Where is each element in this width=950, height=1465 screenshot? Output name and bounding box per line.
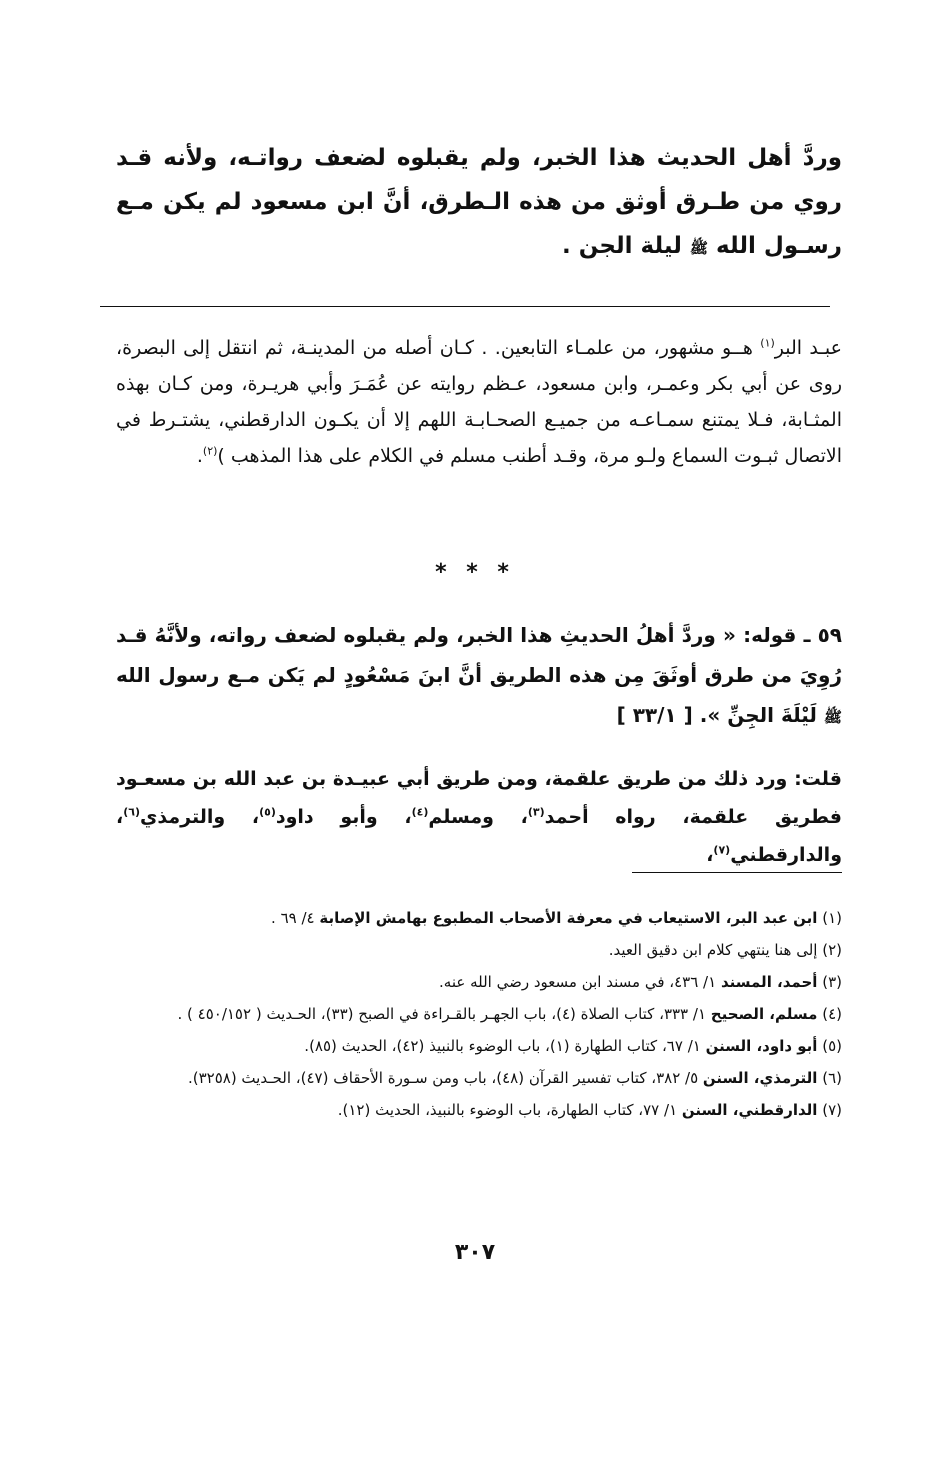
top-quote-text: وردَّ أهل الحديث هذا الخبر، ولم يقبلوه لضعف رواتـه، ولأنه قـد روي من طـرق أوثق من هذه الـطرق، أنَّ ابن مسعود لم يكن مـع رسـول الله bbox=[116, 145, 842, 259]
footnote-ref-1: (١) bbox=[760, 336, 775, 350]
footnote-divider bbox=[632, 872, 842, 873]
commentary-text-c: ، وأبو داود bbox=[275, 806, 412, 828]
quoted-section bbox=[116, 330, 842, 474]
footnote-source: أبو داود، السنن bbox=[705, 1037, 818, 1055]
footnote-ref-6: (٦) bbox=[123, 805, 140, 819]
footnote-detail: إلى هنا ينتهي كلام ابن دقيق العيد. bbox=[608, 941, 818, 959]
full-divider bbox=[100, 306, 830, 307]
footnote-ref-2: (٢) bbox=[202, 444, 218, 458]
top-quote bbox=[116, 136, 842, 270]
footnote-detail: ١/ ٧٧، كتاب الطهارة، باب الوضوء بالنبيذ، الحديث (١٢). bbox=[337, 1101, 682, 1119]
footnote-source: ابن عبد البر، الاستيعاب في معرفة الأصحاب المطبوع بهامش الإصابة bbox=[319, 909, 818, 927]
footnote-number: (١) bbox=[822, 909, 842, 927]
footnote-number: (٧) bbox=[822, 1101, 842, 1119]
item-reference: [ ٣٣/١ ] bbox=[616, 703, 693, 727]
footnote-source: مسلم، الصحيح bbox=[710, 1005, 818, 1023]
footnote-ref-3: (٣) bbox=[527, 805, 545, 819]
footnote-number: (٦) bbox=[822, 1069, 842, 1087]
commentary-text-e: ، والدارقطني bbox=[116, 806, 842, 866]
footnote bbox=[112, 1062, 842, 1094]
footnote bbox=[112, 902, 842, 934]
footnote-number: (٣) bbox=[822, 973, 842, 991]
quoted-end: . bbox=[196, 445, 203, 467]
commentary-text-f: ، bbox=[706, 844, 714, 866]
footnote-ref-5: (٥) bbox=[259, 805, 276, 819]
footnote-number: (٥) bbox=[822, 1037, 842, 1055]
quoted-text: هــو مشهور، من علمـاء التابعين. . كـان أصله من المدينـة، ثم انتقل إلى البصرة، روى عن أبي بكر وعمـر، وابن مسعود، عـظم روايته عن عُمَـرَ وأبي هريـرة، ومن كـان بهذه المثـابة، فـلا يمتنع سمـاعـه من جميـع الصحـابـة اللهم إلا أن يكـون الدارقطني، يشتـرط في الاتصال ثبـوت السماع ولـو مرة، وقـد أطنب مسلم في الكلام على هذا المذهب ) bbox=[116, 337, 842, 467]
footnote bbox=[112, 998, 842, 1030]
footnote bbox=[112, 966, 842, 998]
section-separator: * * * bbox=[435, 560, 515, 585]
page-number: ٣٠٧ bbox=[454, 1240, 496, 1265]
salutation-glyph: ﷺ bbox=[823, 708, 842, 726]
footnote bbox=[112, 934, 842, 966]
footnote-detail: ١/ ٤٣٦، في مسند ابن مسعود رضي الله عنه. bbox=[439, 973, 721, 991]
footnote-detail: ١/ ٦٧، كتاب الطهارة (١)، باب الوضوء بالنبيذ (٤٢)، الحديث (٨٥). bbox=[304, 1037, 706, 1055]
item-quote: « وردَّ أهلُ الحديثِ هذا الخبر، ولم يقبلوه لضعف رواته، ولأنَّهُ قـد رُوِيَ من طرق أوثَقَ مِن هذه الطريق أنَّ ابنَ مَسْعُودٍ لم يَكن مـع رسول الله bbox=[116, 623, 842, 687]
salutation-glyph: ﷺ bbox=[689, 239, 709, 257]
footnote-number: (٢) bbox=[822, 941, 842, 959]
quoted-lead: عبـد البر bbox=[774, 337, 843, 359]
footnote-ref-4: (٤) bbox=[411, 805, 429, 819]
footnote-detail: ١/ ٣٣٣، كتاب الصلاة (٤)، باب الجهـر بالقـراءة في الصبح (٣٣)، الحـديث ( ٤٥٠/١٥٢ ) . bbox=[177, 1005, 711, 1023]
footnotes bbox=[112, 902, 842, 1126]
footnote-source: الدارقطني، السنن bbox=[681, 1101, 818, 1119]
footnote-number: (٤) bbox=[822, 1005, 842, 1023]
footnote-ref-7: (٧) bbox=[713, 843, 731, 857]
footnote-source: الترمذي، السنن bbox=[702, 1069, 818, 1087]
commentary bbox=[116, 760, 842, 874]
commentary-text-d: ، والترمذي bbox=[140, 806, 260, 828]
footnote-detail: ٤/ ٦٩ . bbox=[271, 909, 320, 927]
item-number: ٥٩ ـ قوله: bbox=[743, 623, 843, 647]
footnote bbox=[112, 1094, 842, 1126]
footnote-source: أحمد، المسند bbox=[720, 973, 818, 991]
commentary-text-a: قلت: ورد ذلك من طريق علقمة، ومن طريق أبي عبيـدة بن عبد الله بن مسعـود فطريق علقمة، رواه أحمد bbox=[116, 768, 842, 828]
item-59 bbox=[116, 615, 842, 737]
top-quote-text-end: ليلة الجن . bbox=[561, 233, 682, 259]
item-quote-end: لَيْلَةَ الجِنِّ ». bbox=[699, 703, 817, 727]
footnote-detail: ٥/ ٣٨٢، كتاب تفسير القرآن (٤٨)، باب ومن سـورة الأحقاف (٤٧)، الحـديث (٣٢٥٨). bbox=[187, 1069, 703, 1087]
footnote bbox=[112, 1030, 842, 1062]
commentary-text-b: ، ومسلم bbox=[428, 806, 528, 828]
